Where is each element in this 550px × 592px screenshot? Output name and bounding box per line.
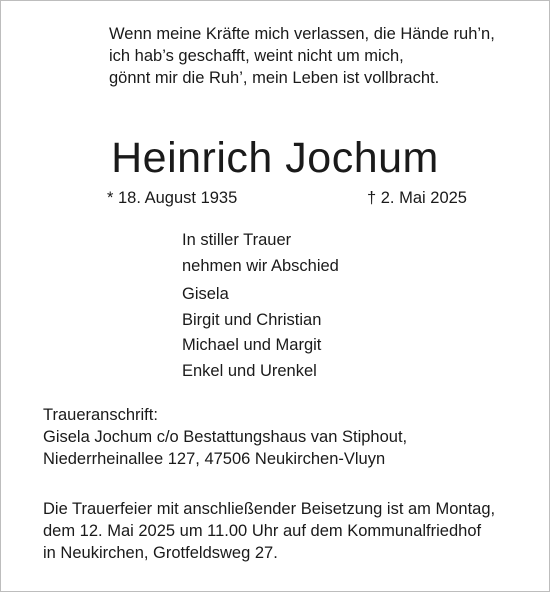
mourner-entry: Gisela bbox=[182, 285, 229, 303]
funeral-ceremony-info bbox=[43, 498, 495, 564]
address-line: Gisela Jochum c/o Bestattungshaus van Stiphout, bbox=[43, 428, 408, 446]
poem-line: ich hab’s geschafft, weint nicht um mich, bbox=[109, 47, 404, 65]
mourners-list bbox=[182, 282, 321, 384]
birth-date: * 18. August 1935 bbox=[107, 189, 238, 207]
poem bbox=[109, 23, 495, 89]
poem-line: gönnt mir die Ruh’, mein Leben ist vollbracht. bbox=[109, 69, 440, 87]
mourner-entry: Birgit und Christian bbox=[182, 310, 322, 329]
mourning-phrase bbox=[182, 228, 339, 279]
deceased-name: Heinrich Jochum bbox=[111, 134, 439, 182]
ceremony-line: dem 12. Mai 2025 um 11.00 Uhr auf dem Kommunalfriedhof bbox=[43, 522, 482, 540]
address-line: Niederrheinallee 127, 47506 Neukirchen-Vluyn bbox=[43, 450, 386, 468]
mourning-line: In stiller Trauer bbox=[182, 231, 292, 249]
mourning-address bbox=[43, 404, 407, 470]
death-date: † 2. Mai 2025 bbox=[367, 189, 467, 207]
ceremony-line: Die Trauerfeier mit anschließender Beisetzung ist am Montag, bbox=[43, 500, 496, 518]
mourner-entry: Enkel und Urenkel bbox=[182, 361, 317, 380]
poem-line: Wenn meine Kräfte mich verlassen, die Hände ruh’n, bbox=[109, 25, 495, 43]
ceremony-line: in Neukirchen, Grotfeldsweg 27. bbox=[43, 544, 278, 562]
mourning-line: nehmen wir Abschied bbox=[182, 256, 339, 275]
mourner-entry: Michael und Margit bbox=[182, 336, 322, 354]
address-label: Traueranschrift: bbox=[43, 406, 158, 424]
